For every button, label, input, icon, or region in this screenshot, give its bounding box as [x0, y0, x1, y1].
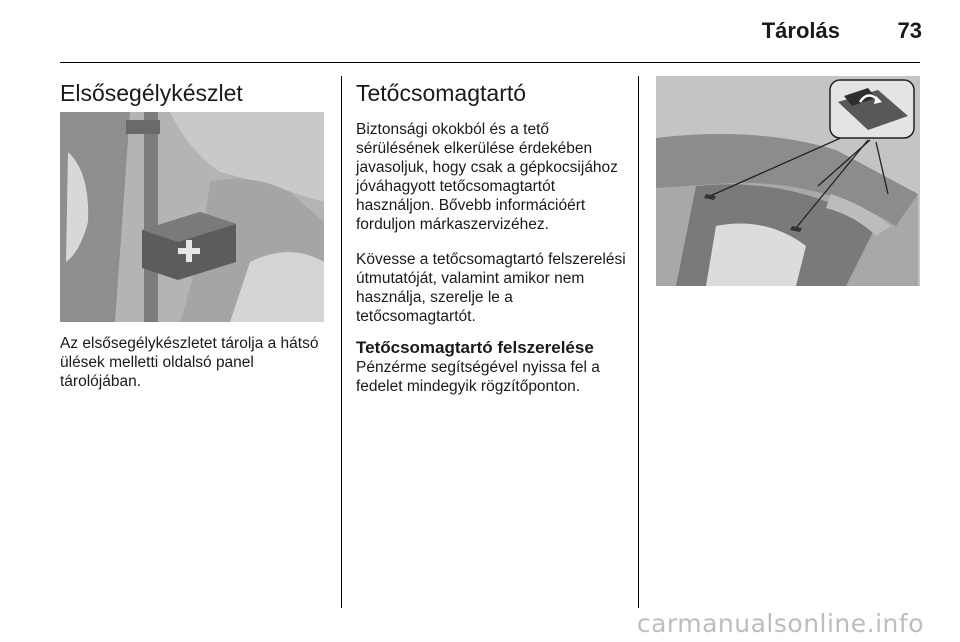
first-aid-heading: Elsősegélykészlet	[60, 80, 243, 106]
column-divider-left	[341, 76, 342, 608]
first-aid-caption: Az elsősegélykészletet tárolja a hátsó ülések melletti oldalsó panel tárolójában.	[60, 335, 319, 390]
roof-rack-subheading: Tetőcsomagtartó felszerelése	[356, 338, 594, 357]
column-divider-right	[638, 76, 639, 608]
roof-rack-paragraph-3: Pénzérme segítségével nyissa fel a fedelet mindegyik rögzítőponton.	[356, 359, 600, 395]
watermark: carmanualsonline.info	[636, 609, 924, 638]
roof-rack-paragraph-1: Biztonsági okokból és a tető sérülésének elkerülése érdekében javasoljuk, hogy csak a gépkocsijához jóváhagyott tetőcsomagtartót használjon. Bővebb információért forduljon márkaszervizéhez.	[356, 121, 618, 233]
roof-rack-paragraph-2: Kövesse a tetőcsomagtartó felszerelési útmutatóját, valamint amikor nem használja, szerelje le a tetőcsomagtartót.	[356, 251, 626, 325]
first-aid-kit-photo	[60, 112, 324, 322]
header-title: Tárolás	[761, 18, 840, 43]
roof-rack-photo	[656, 76, 920, 286]
page-number: 73	[897, 18, 922, 43]
header-rule	[60, 62, 920, 63]
roof-rack-heading: Tetőcsomagtartó	[356, 80, 527, 106]
